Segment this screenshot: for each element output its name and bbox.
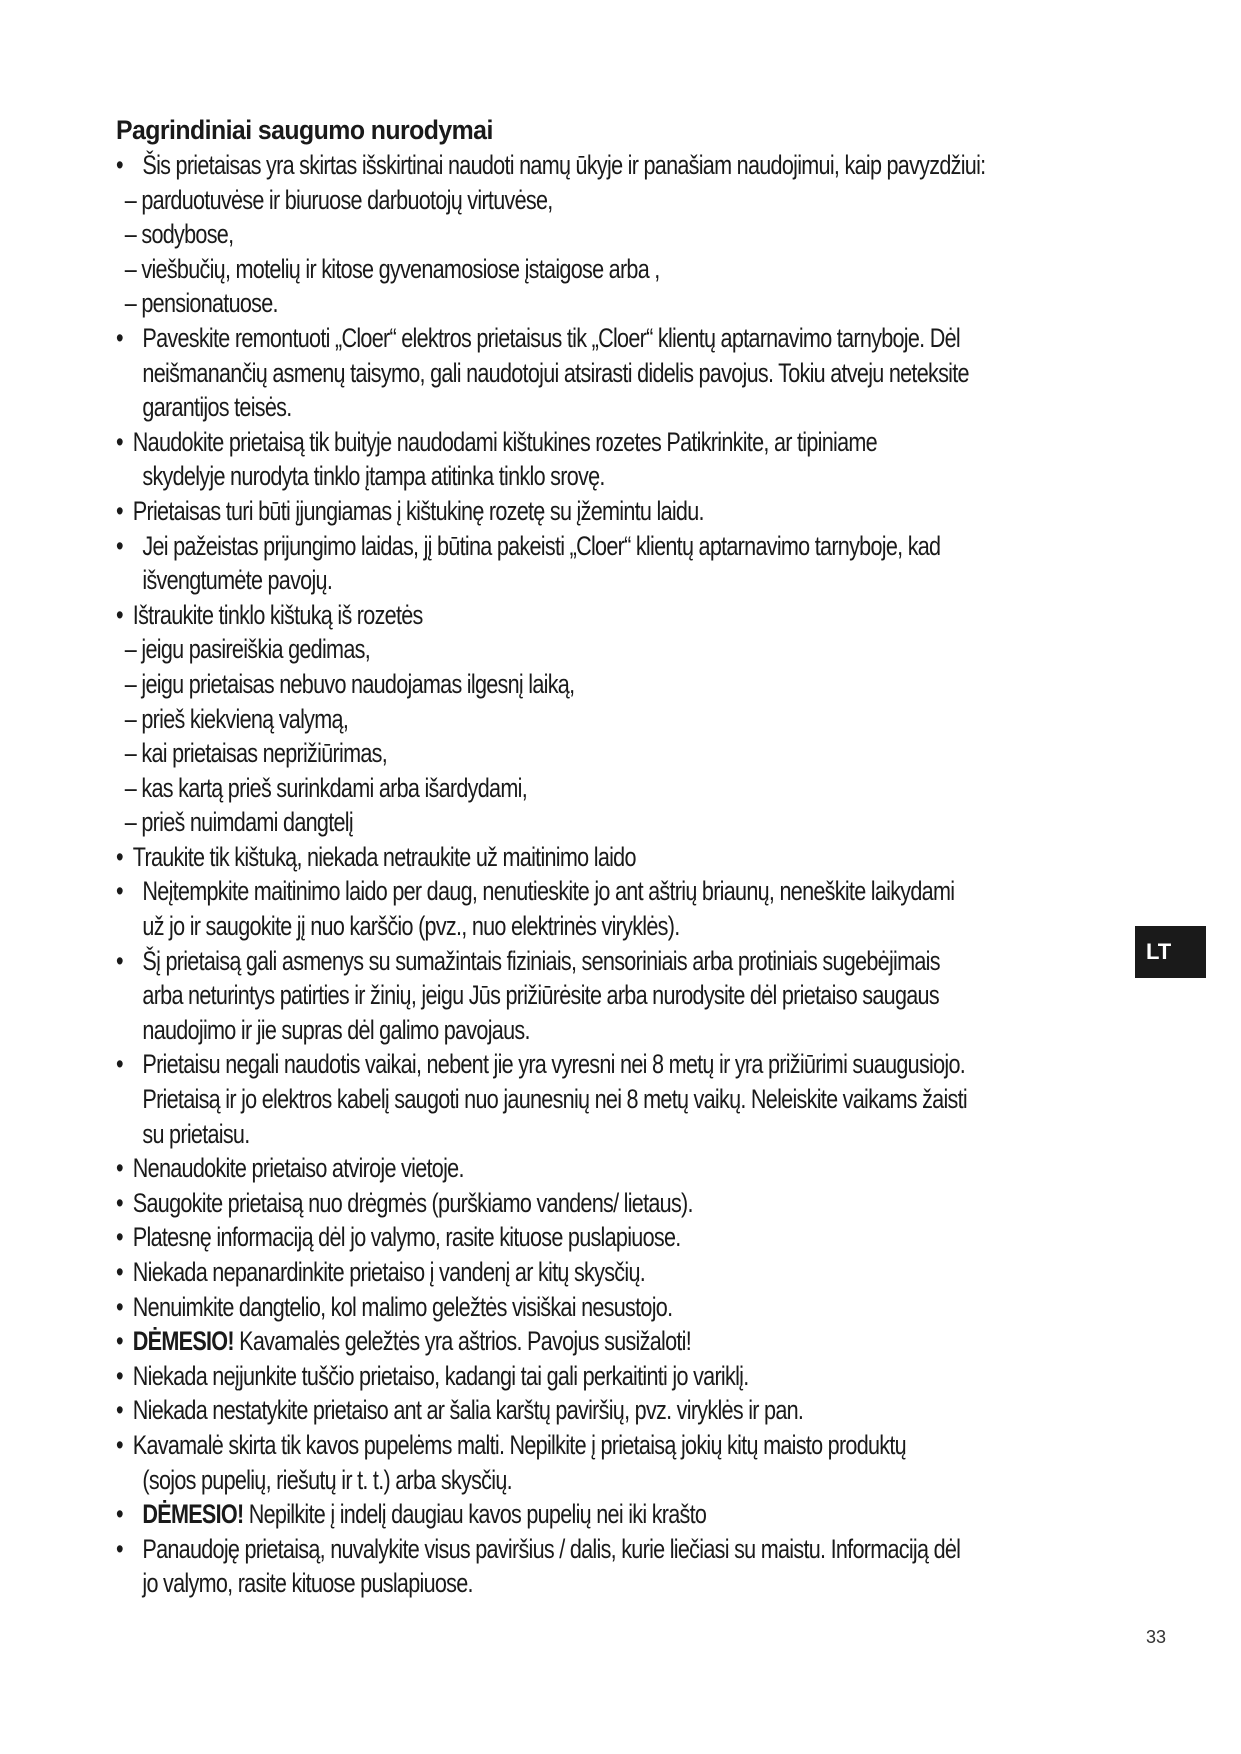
line-text: Paveskite remontuoti „Cloer“ elektros prietaisus tik „Cloer“ klientų aptarnavimo tarnyboje. Dėl bbox=[142, 322, 960, 353]
line-text: Prietaisas turi būti įjungiamas į kištukinę rozetę su įžemintu laidu. bbox=[132, 495, 704, 526]
line-text: Naudokite prietaisą tik buityje naudodami kištukines rozetes Patikrinkite, ar tipiniame bbox=[132, 426, 877, 457]
line-text: Neįtempkite maitinimo laido per daug, nenutieskite jo ant aštrių briaunų, neneškite laikydami bbox=[142, 876, 955, 907]
bullet-icon: • bbox=[116, 1153, 123, 1184]
line-text: Niekada neįjunkite tuščio prietaiso, kadangi tai gali perkaitinti jo variklį. bbox=[132, 1360, 749, 1391]
continuation-line bbox=[116, 459, 1172, 494]
warning-label: DĖMESIO! bbox=[132, 1326, 234, 1357]
continuation-line bbox=[116, 1463, 1172, 1498]
line-text: – sodybose, bbox=[124, 219, 234, 250]
bullet-icon: • bbox=[116, 1222, 123, 1253]
bullet-item bbox=[116, 1220, 1163, 1255]
continuation-line bbox=[116, 909, 1172, 944]
bullet-icon: • bbox=[116, 150, 123, 180]
line-text: neišmanančių asmenų taisymo, gali naudotojui atsirasti didelis pavojus. Tokiu atveju neteksite bbox=[142, 357, 969, 388]
sub-item bbox=[116, 632, 1155, 667]
bullet-item bbox=[116, 1428, 1163, 1463]
line-text: Niekada nestatykite prietaiso ant ar šalia karštų paviršių, pvz. viryklės ir pan. bbox=[132, 1395, 804, 1426]
bullet-item bbox=[116, 1151, 1163, 1186]
bullet-icon: • bbox=[116, 945, 123, 976]
line-text: išvengtumėte pavojų. bbox=[142, 565, 333, 596]
line-text: Jei pažeistas prijungimo laidas, jį būtina pakeisti „Cloer“ klientų aptarnavimo tarnyboje, kad bbox=[142, 530, 941, 561]
line-text: Traukite tik kištuką, niekada netraukite už maitinimo laido bbox=[132, 841, 636, 872]
line-text: Panaudoję prietaisą, nuvalykite visus paviršius / dalis, kurie liečiasi su maistu. Informaciją dėl bbox=[142, 1533, 961, 1564]
bullet-item bbox=[116, 1186, 1163, 1221]
line-text: Kavamalės geležtės yra aštrios. Pavojus susižaloti! bbox=[233, 1326, 692, 1357]
bullet-item bbox=[116, 494, 1163, 529]
bullet-item bbox=[116, 425, 1163, 460]
line-text: su prietaisu. bbox=[142, 1118, 250, 1149]
bullet-item bbox=[116, 874, 1172, 909]
line-text: – pensionatuose. bbox=[124, 288, 278, 319]
page-number: 33 bbox=[1146, 1627, 1167, 1647]
line-text: – prieš kiekvieną valymą, bbox=[124, 703, 349, 734]
bullet-icon: • bbox=[116, 1187, 123, 1218]
bullet-item bbox=[116, 944, 1172, 979]
bullet-item bbox=[116, 1324, 1163, 1359]
line-text: – kas kartą prieš surinkdami arba išardydami, bbox=[124, 772, 527, 803]
bullet-icon: • bbox=[116, 1360, 123, 1391]
bullet-item bbox=[116, 148, 1172, 183]
line-text: naudojimo ir jie supras dėl galimo pavojaus. bbox=[142, 1014, 530, 1045]
bullet-icon: • bbox=[116, 426, 123, 457]
continuation-line bbox=[116, 563, 1172, 598]
line-text: Niekada nepanardinkite prietaiso į vandenį ar kitų skysčių. bbox=[132, 1257, 646, 1287]
line-text: Kavamalė skirta tik kavos pupelėms malti. Nepilkite į prietaisą jokių kitų maisto produktų bbox=[132, 1429, 906, 1460]
continuation-line bbox=[116, 978, 1172, 1013]
bullet-item bbox=[116, 1047, 1172, 1082]
sub-item bbox=[116, 667, 1155, 702]
sub-item bbox=[116, 771, 1155, 806]
bullet-icon: • bbox=[116, 841, 123, 872]
bullet-icon: • bbox=[116, 495, 123, 526]
bullet-item bbox=[116, 321, 1172, 356]
bullet-icon: • bbox=[116, 1395, 123, 1426]
line-text: Šį prietaisą gali asmenys su sumažintais fiziniais, sensoriniais arba protiniais sugebėjimais bbox=[142, 945, 940, 976]
line-text: skydelyje nurodyta tinklo įtampa atitinka tinklo srovę. bbox=[142, 461, 605, 492]
page-content bbox=[116, 112, 1146, 1601]
line-text: Nepilkite į indelį daugiau kavos pupelių nei iki krašto bbox=[243, 1499, 707, 1530]
bullet-icon: • bbox=[116, 876, 123, 907]
line-text: – jeigu prietaisas nebuvo naudojamas ilgesnį laiką, bbox=[124, 668, 575, 699]
bullet-icon: • bbox=[116, 1291, 123, 1322]
bullet-item bbox=[116, 1393, 1163, 1428]
line-text: – prieš nuimdami dangtelį bbox=[124, 807, 353, 838]
line-text: Nenuimkite dangtelio, kol malimo geležtės visiškai nesustojo. bbox=[132, 1291, 673, 1322]
line-text: už jo ir saugokite jį nuo karščio (pvz., nuo elektrinės viryklės). bbox=[142, 911, 680, 942]
sub-item bbox=[116, 805, 1155, 840]
language-tab: LT bbox=[1135, 926, 1206, 978]
bullet-item bbox=[116, 1290, 1163, 1325]
line-text: arba neturintys patirties ir žinių, jeigu Jūs prižiūrėsite arba nurodysite dėl prietaiso saugaus bbox=[142, 980, 939, 1011]
line-text: Saugokite prietaisą nuo drėgmės (purškiamo vandens/ lietaus). bbox=[132, 1187, 693, 1218]
bullet-icon: • bbox=[116, 530, 123, 561]
line-text: – viešbučių, motelių ir kitose gyvenamosiose įstaigose arba , bbox=[124, 253, 660, 284]
continuation-line bbox=[116, 1082, 1172, 1117]
section-heading: Pagrindiniai saugumo nurodymai bbox=[116, 115, 493, 145]
bullet-item bbox=[116, 1532, 1172, 1567]
bullet-icon: • bbox=[116, 1499, 123, 1530]
continuation-line bbox=[116, 390, 1172, 425]
bullet-item bbox=[116, 529, 1172, 564]
bullet-item bbox=[116, 1255, 1163, 1290]
line-text: Ištraukite tinklo kištuką iš rozetės bbox=[132, 599, 423, 630]
line-text: jo valymo, rasite kituose puslapiuose. bbox=[142, 1568, 473, 1599]
bullet-icon: • bbox=[116, 1049, 123, 1080]
bullet-icon: • bbox=[116, 322, 123, 353]
bullet-item bbox=[116, 1359, 1163, 1394]
line-text: garantijos teisės. bbox=[142, 392, 292, 423]
sub-item bbox=[116, 702, 1155, 737]
continuation-line bbox=[116, 1566, 1172, 1601]
sub-item bbox=[116, 736, 1155, 771]
bullet-icon: • bbox=[116, 1429, 123, 1460]
continuation-line bbox=[116, 1013, 1172, 1048]
line-text: Nenaudokite prietaiso atviroje vietoje. bbox=[132, 1153, 464, 1184]
bullet-icon: • bbox=[116, 1257, 123, 1287]
line-text: Šis prietaisas yra skirtas išskirtinai naudoti namų ūkyje ir panašiam naudojimui, kaip pavyzdžiui: bbox=[142, 150, 986, 180]
warning-label: DĖMESIO! bbox=[142, 1499, 244, 1530]
bullet-icon: • bbox=[116, 1326, 123, 1357]
bullet-icon: • bbox=[116, 599, 123, 630]
line-text: Prietaisu negali naudotis vaikai, nebent jie yra vyresni nei 8 metų ir yra prižiūrimi suaugusiojo. bbox=[142, 1049, 966, 1080]
continuation-line bbox=[116, 356, 1172, 391]
sub-item bbox=[116, 183, 1155, 218]
line-text: Prietaisą ir jo elektros kabelį saugoti nuo jaunesnių nei 8 metų vaikų. Neleiskite vaikams žaisti bbox=[142, 1084, 967, 1115]
line-text: – parduotuvėse ir biuruose darbuotojų virtuvėse, bbox=[124, 184, 553, 215]
line-text: Platesnę informaciją dėl jo valymo, rasite kituose puslapiuose. bbox=[132, 1222, 681, 1253]
sub-item bbox=[116, 286, 1155, 321]
bullet-item bbox=[116, 840, 1163, 875]
line-text: – kai prietaisas neprižiūrimas, bbox=[124, 738, 388, 769]
bullet-item bbox=[116, 598, 1163, 633]
sub-item bbox=[116, 217, 1155, 252]
sub-item bbox=[116, 252, 1155, 287]
bullet-item bbox=[116, 1497, 1172, 1532]
line-text: – jeigu pasireiškia gedimas, bbox=[124, 634, 370, 665]
bullet-icon: • bbox=[116, 1533, 123, 1564]
continuation-line bbox=[116, 1117, 1172, 1152]
line-text: (sojos pupelių, riešutų ir t. t.) arba skysčių. bbox=[142, 1464, 512, 1495]
